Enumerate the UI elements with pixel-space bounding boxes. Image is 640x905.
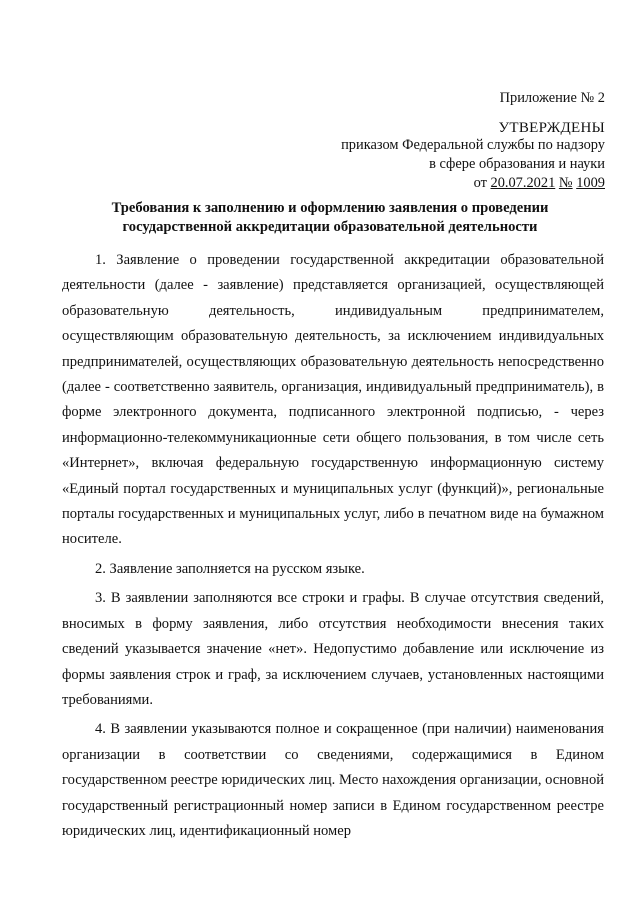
- order-issuer-line1: приказом Федеральной службы по надзору: [341, 137, 605, 153]
- number-prefix: №: [558, 175, 573, 191]
- date-prefix: от: [473, 175, 487, 191]
- approved-stamp-text: УТВЕРЖДЕНЫ: [498, 120, 605, 136]
- paragraph-4: 4. В заявлении указываются полное и сокращенное (при наличии) наименования организации в соответствии со сведениями, содержащимися в Едином государственном реестре юридических лиц. Место нахождения организации, основной государственный регистрационный номер записи в Едином государственном реестре юридических лиц, идентификационный номер: [62, 721, 604, 839]
- annex-number: Приложение № 2: [499, 90, 605, 106]
- paragraph-3: 3. В заявлении заполняются все строки и графы. В случае отсутствия сведений, вносимых в форму заявления, либо отсутствия необходимости внесения таких сведений указывается значение «нет». Недопустимо добавление или исключение из формы заявления строк и граф, за исключением случаев, установленных настоящими требованиями.: [62, 590, 604, 708]
- paragraph-2: 2. Заявление заполняется на русском языке.: [95, 560, 365, 577]
- order-date: 20.07.2021: [490, 175, 556, 191]
- order-reference: [341, 136, 605, 193]
- document-body: [62, 248, 604, 848]
- paragraph-1: 1. Заявление о проведении государственной аккредитации образовательной деятельности (далее - заявление) представляется организацией, осуществляющей образовательную деятельность, индивидуальным предпринимателем, осуществляющим образовательную деятельность, за исключением индивидуальных предпринимателей, осуществляющих образовательную деятельность непосредственно (далее - соответственно заявитель, организация, индивидуальный предприниматель), в форме электронного документа, подписанного электронной подписью, - через информационно-телекоммуникационные сети общего пользования, в том числе сеть «Интернет», включая федеральную государственную информационную систему «Единый портал государственных и муниципальных услуг (функций)», региональные порталы государственных и муниципальных услуг, либо в печатном виде на бумажном носителе.: [62, 252, 604, 548]
- document-title: Требования к заполнению и оформлению заявления о проведении государственной аккредитации образовательной деятельности: [111, 200, 549, 235]
- order-date-number-line: [341, 174, 605, 193]
- order-issuer-line2: в сфере образования и науки: [429, 156, 605, 172]
- order-number: 1009: [576, 175, 605, 191]
